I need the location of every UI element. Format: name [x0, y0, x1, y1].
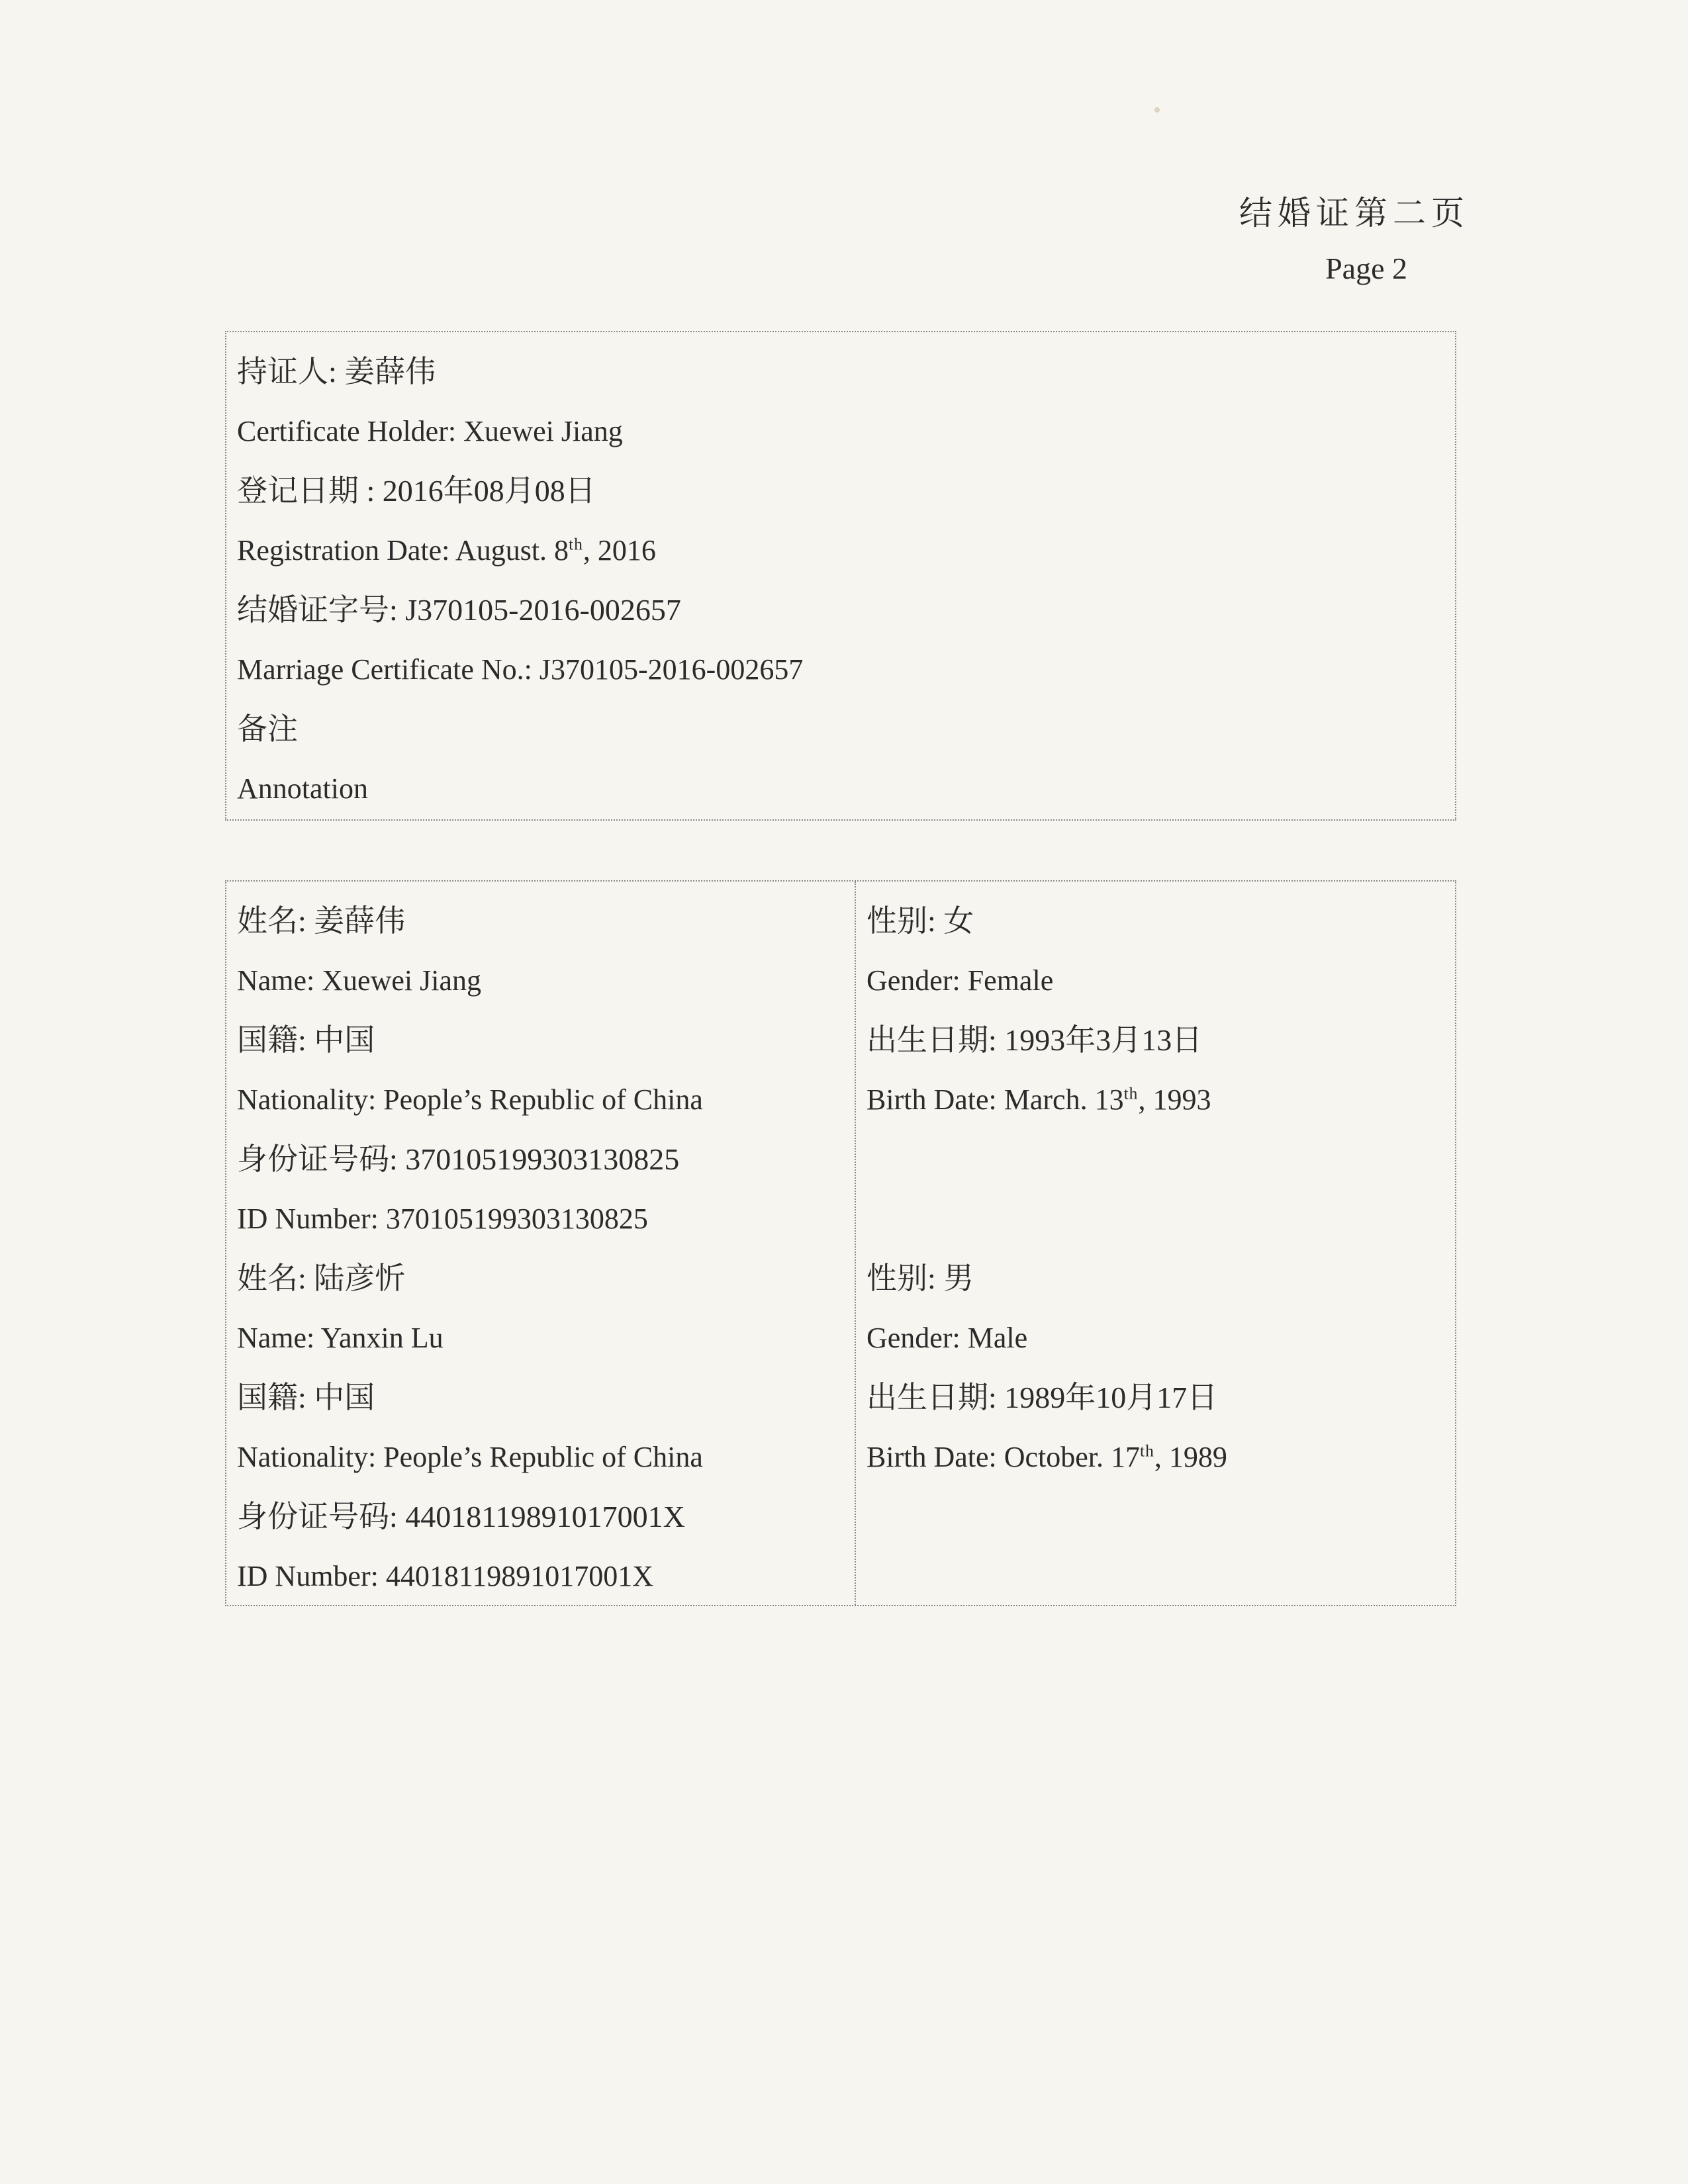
person2-gender-en: Gender: Male — [867, 1322, 1028, 1354]
spacer-row — [867, 1487, 1455, 1547]
person2-birthdate-en-prefix: Birth Date: October. 17 — [867, 1441, 1141, 1473]
page-number: Page 2 — [1325, 251, 1407, 285]
person1-nationality-en: Nationality: People’s Republic of China — [237, 1083, 703, 1116]
person2-gender-cn: 性别: 男 — [867, 1261, 974, 1295]
registration-date-line-cn: 登记日期 : 2016年08月08日 — [237, 474, 596, 508]
registration-date-en-prefix: Registration Date: August. 8 — [237, 534, 569, 567]
person1-birthdate-en-prefix: Birth Date: March. 13 — [867, 1083, 1124, 1116]
person2-id-en: ID Number: 44018119891017001X — [237, 1560, 653, 1592]
person2-birthdate-en-suffix: , 1989 — [1154, 1441, 1227, 1473]
certificate-no-line-en: Marriage Certificate No.: J370105-2016-002657 — [237, 653, 804, 686]
certificate-no-line-cn: 结婚证字号: J370105-2016-002657 — [237, 593, 681, 627]
person2-id-cn: 身份证号码: 44018119891017001X — [237, 1500, 685, 1533]
person1-name-en: Name: Xuewei Jiang — [237, 964, 481, 997]
person2-birthdate-en-ordinal: th — [1140, 1441, 1154, 1461]
person1-nationality-cn: 国籍: 中国 — [237, 1023, 375, 1057]
person1-name-cn: 姓名: 姜薛伟 — [237, 904, 406, 938]
person1-id-en: ID Number: 370105199303130825 — [237, 1203, 648, 1235]
registration-date-line-en — [237, 521, 1455, 580]
spacer-row — [867, 1130, 1455, 1189]
person2-nationality-en: Nationality: People’s Republic of China — [237, 1441, 703, 1473]
person2-name-cn: 姓名: 陆彦忻 — [237, 1261, 406, 1295]
person2-birthdate-en — [867, 1428, 1455, 1487]
holder-line-cn: 持证人: 姜薛伟 — [237, 355, 436, 388]
page-title-cn: 结婚证第二页 — [1239, 195, 1470, 232]
spacer-row — [867, 1547, 1455, 1606]
scan-speck — [1154, 107, 1160, 113]
person1-birthdate-en-suffix: , 1993 — [1138, 1083, 1211, 1116]
persons-info-box — [225, 880, 1456, 1606]
registration-date-en-suffix: , 2016 — [583, 534, 656, 567]
person1-birthdate-cn: 出生日期: 1993年3月13日 — [867, 1023, 1203, 1057]
person1-birthdate-en-ordinal: th — [1123, 1083, 1139, 1103]
person2-nationality-cn: 国籍: 中国 — [237, 1381, 375, 1414]
person1-gender-en: Gender: Female — [867, 964, 1054, 997]
person2-birthdate-cn: 出生日期: 1989年10月17日 — [867, 1381, 1218, 1414]
person2-name-en: Name: Yanxin Lu — [237, 1322, 444, 1354]
registration-date-en-ordinal: th — [569, 534, 583, 554]
annotation-line-en: Annotation — [237, 772, 368, 805]
holder-line-en: Certificate Holder: Xuewei Jiang — [237, 415, 623, 447]
spacer-row — [867, 1189, 1455, 1249]
person1-birthdate-en — [867, 1070, 1455, 1130]
persons-left-column — [226, 882, 856, 1605]
persons-right-column — [856, 882, 1455, 1605]
certificate-info-box — [225, 331, 1456, 821]
annotation-line-cn: 备注 — [237, 712, 298, 746]
person1-id-cn: 身份证号码: 370105199303130825 — [237, 1142, 680, 1176]
person1-gender-cn: 性别: 女 — [867, 904, 974, 938]
